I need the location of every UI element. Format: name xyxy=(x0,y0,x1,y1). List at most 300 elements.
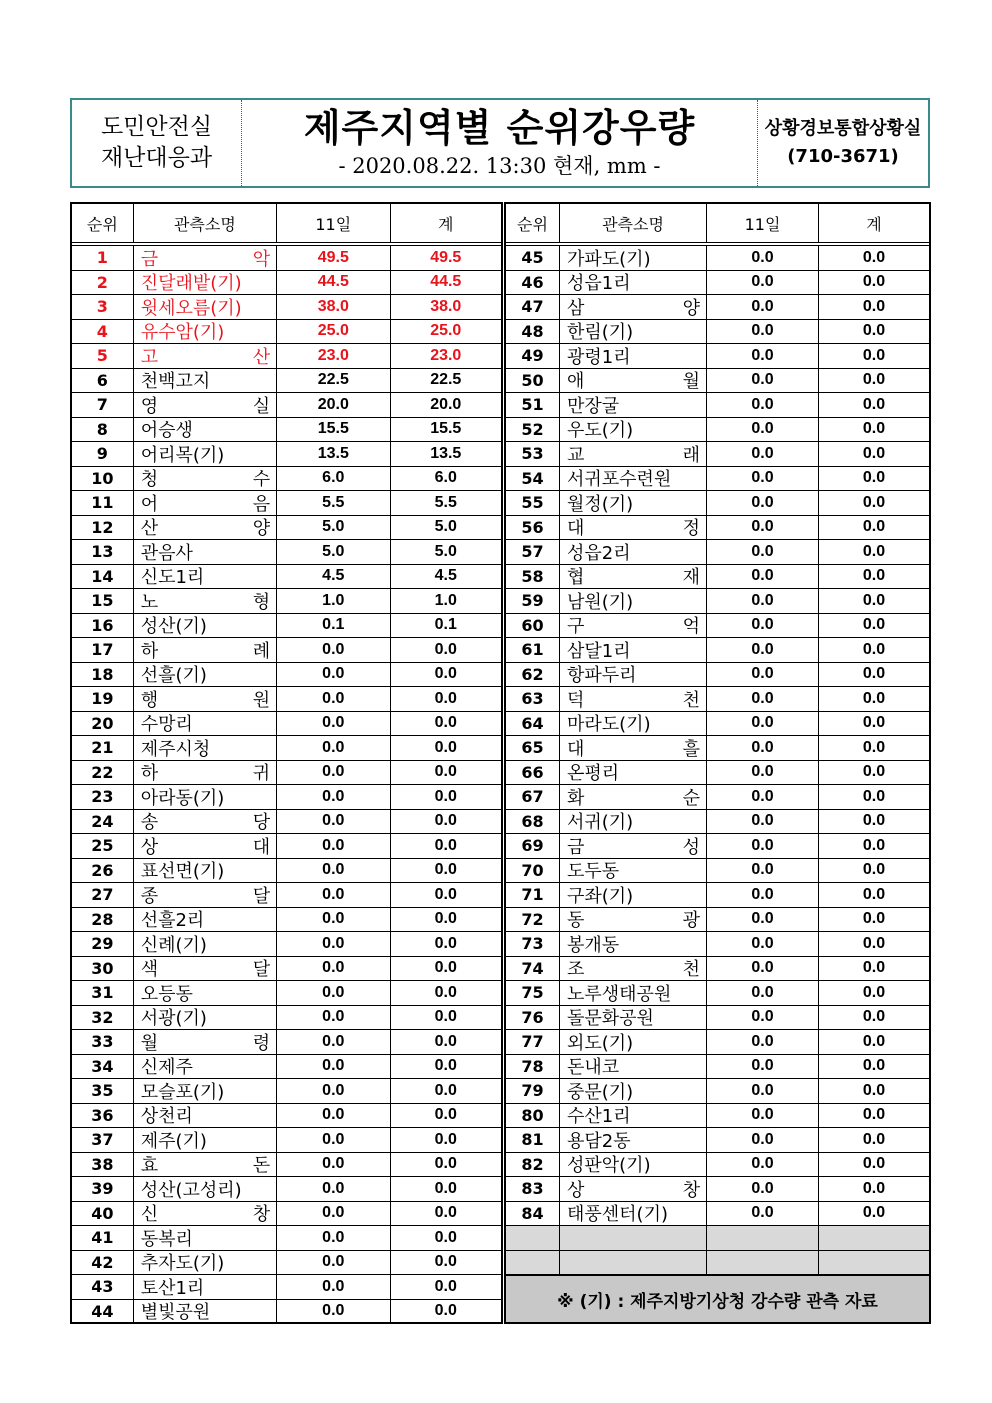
station-name: 가파도(기) xyxy=(567,248,651,270)
station-name-cell xyxy=(134,614,277,638)
day-rainfall: 0.0 xyxy=(707,1177,819,1201)
column-header-day: 11일 xyxy=(707,204,819,242)
table-row xyxy=(72,271,501,296)
day-rainfall: 0.0 xyxy=(707,932,819,956)
total-rainfall: 0.0 xyxy=(434,1228,457,1246)
report-header xyxy=(70,98,930,188)
station-name: 대 흘 xyxy=(567,738,700,760)
day-rainfall: 49.5 xyxy=(277,246,390,270)
day-rainfall: 0.0 xyxy=(707,1153,819,1177)
rank: 55 xyxy=(506,491,560,515)
table-row xyxy=(506,540,929,565)
station-name: 수산1리 xyxy=(567,1106,631,1128)
day-rainfall: 0.0 xyxy=(277,638,390,662)
empty-cell xyxy=(819,1251,929,1275)
station-name: 삼달1리 xyxy=(567,640,631,662)
rank: 50 xyxy=(506,369,560,393)
station-name: 추자도(기) xyxy=(140,1253,225,1275)
station-name: 협 재 xyxy=(567,567,700,589)
day-rainfall: 0.0 xyxy=(707,467,819,491)
station-name-cell xyxy=(134,785,277,809)
rank: 16 xyxy=(72,614,134,638)
station-name: 제주(기) xyxy=(140,1130,207,1152)
day-rainfall: 0.0 xyxy=(707,859,819,883)
table-row xyxy=(72,834,501,859)
station-name-cell xyxy=(560,908,707,932)
station-name: 서귀(기) xyxy=(567,812,634,834)
table-row xyxy=(72,516,501,541)
total-rainfall: 0.0 xyxy=(434,714,457,732)
station-name-cell xyxy=(560,614,707,638)
total-rainfall: 0.0 xyxy=(862,371,886,389)
station-name: 애 월 xyxy=(567,371,700,393)
total-rainfall: 0.0 xyxy=(862,346,886,364)
rank: 29 xyxy=(72,932,134,956)
rank: 11 xyxy=(72,491,134,515)
station-name-cell xyxy=(560,1128,707,1152)
table-row xyxy=(72,565,501,590)
station-name: 노 형 xyxy=(140,591,271,613)
day-rainfall: 0.0 xyxy=(707,246,819,270)
rank: 5 xyxy=(72,344,134,368)
station-name: 상 창 xyxy=(567,1179,700,1201)
day-rainfall: 20.0 xyxy=(277,393,390,417)
rainfall-table-left xyxy=(70,202,503,1324)
total-rainfall: 0.0 xyxy=(434,1106,457,1124)
station-name: 송 당 xyxy=(140,812,271,834)
station-name: 행 원 xyxy=(140,689,271,711)
table-row xyxy=(72,393,501,418)
rank: 68 xyxy=(506,810,560,834)
station-name: 제주시청 xyxy=(140,738,211,760)
rank: 37 xyxy=(72,1128,134,1152)
total-rainfall: 0.0 xyxy=(862,885,886,903)
day-rainfall: 0.1 xyxy=(277,614,390,638)
station-name-cell xyxy=(560,467,707,491)
day-rainfall: 0.0 xyxy=(707,344,819,368)
empty-cell xyxy=(506,1251,560,1275)
station-name-cell xyxy=(560,810,707,834)
total-rainfall: 0.0 xyxy=(862,1155,886,1173)
station-name: 신제주 xyxy=(140,1057,193,1079)
station-name-cell xyxy=(134,810,277,834)
rank: 23 xyxy=(72,785,134,809)
station-name: 구좌(기) xyxy=(567,885,634,907)
station-name-cell xyxy=(560,491,707,515)
day-rainfall: 0.0 xyxy=(277,957,390,981)
station-name: 성읍1리 xyxy=(567,273,631,295)
station-name-cell xyxy=(560,1202,707,1226)
station-name-cell xyxy=(134,271,277,295)
day-rainfall: 0.0 xyxy=(707,1104,819,1128)
rank: 65 xyxy=(506,736,560,760)
rank: 27 xyxy=(72,883,134,907)
day-rainfall: 0.0 xyxy=(707,589,819,613)
station-name: 모슬포(기) xyxy=(140,1081,225,1103)
rank: 42 xyxy=(72,1251,134,1275)
station-name-cell xyxy=(134,1251,277,1275)
rank: 54 xyxy=(506,467,560,491)
station-name: 월 령 xyxy=(140,1032,271,1054)
table-row xyxy=(72,589,501,614)
station-name-cell xyxy=(560,516,707,540)
station-name-cell xyxy=(134,442,277,466)
station-name-cell xyxy=(560,834,707,858)
day-rainfall: 0.0 xyxy=(277,1030,390,1054)
day-rainfall: 5.0 xyxy=(277,516,390,540)
total-rainfall: 0.0 xyxy=(862,959,886,977)
rank: 82 xyxy=(506,1153,560,1177)
table-row xyxy=(72,1202,501,1227)
rank: 81 xyxy=(506,1128,560,1152)
day-rainfall: 0.0 xyxy=(707,957,819,981)
station-name: 상 대 xyxy=(140,836,271,858)
station-name-cell xyxy=(134,1006,277,1030)
rank: 30 xyxy=(72,957,134,981)
station-name-cell xyxy=(134,957,277,981)
table-row xyxy=(506,418,929,443)
rank: 80 xyxy=(506,1104,560,1128)
station-name: 아라동(기) xyxy=(140,787,225,809)
table-row xyxy=(506,957,929,982)
table-row xyxy=(506,687,929,712)
day-rainfall: 0.0 xyxy=(277,1177,390,1201)
station-name-cell xyxy=(134,981,277,1005)
day-rainfall: 0.0 xyxy=(707,418,819,442)
day-rainfall: 0.0 xyxy=(277,736,390,760)
station-name-cell xyxy=(560,295,707,319)
station-name: 교 래 xyxy=(567,444,700,466)
station-name: 수망리 xyxy=(140,714,193,736)
day-rainfall: 0.0 xyxy=(707,761,819,785)
day-rainfall: 0.0 xyxy=(707,442,819,466)
station-name-cell xyxy=(134,883,277,907)
station-name-cell xyxy=(560,540,707,564)
station-name: 토산1리 xyxy=(140,1277,205,1299)
day-rainfall: 0.0 xyxy=(707,785,819,809)
rank: 69 xyxy=(506,834,560,858)
empty-cell xyxy=(506,1226,560,1250)
total-rainfall: 0.0 xyxy=(434,812,457,830)
total-rainfall: 0.0 xyxy=(862,273,886,291)
station-name: 선흘2리 xyxy=(140,910,205,932)
table-row xyxy=(506,271,929,296)
station-name: 고 산 xyxy=(140,346,271,368)
total-rainfall: 4.5 xyxy=(434,567,457,585)
station-name: 금 성 xyxy=(567,836,700,858)
station-name-cell xyxy=(134,712,277,736)
table-row xyxy=(72,761,501,786)
table-row xyxy=(72,785,501,810)
table-row xyxy=(506,467,929,492)
table-row xyxy=(72,932,501,957)
rank: 56 xyxy=(506,516,560,540)
station-name-cell xyxy=(560,246,707,270)
station-name: 성산(고성리) xyxy=(140,1179,242,1201)
total-rainfall: 0.0 xyxy=(862,248,886,266)
station-name-cell xyxy=(560,1055,707,1079)
table-row xyxy=(72,638,501,663)
day-rainfall: 0.0 xyxy=(277,1202,390,1226)
day-rainfall: 0.0 xyxy=(707,663,819,687)
total-rainfall: 0.0 xyxy=(862,1179,886,1197)
rank: 35 xyxy=(72,1079,134,1103)
rank: 77 xyxy=(506,1030,560,1054)
station-name-cell xyxy=(560,859,707,883)
total-rainfall: 5.0 xyxy=(434,542,457,560)
table-row xyxy=(506,1055,929,1080)
table-row xyxy=(506,320,929,345)
day-rainfall: 0.0 xyxy=(277,932,390,956)
table-row xyxy=(506,589,929,614)
day-rainfall: 0.0 xyxy=(707,369,819,393)
table-row xyxy=(506,1177,929,1202)
station-name: 표선면(기) xyxy=(140,861,225,883)
table-row xyxy=(506,246,929,271)
day-rainfall: 0.0 xyxy=(707,908,819,932)
station-name-cell xyxy=(134,638,277,662)
table-row xyxy=(72,712,501,737)
station-name: 중문(기) xyxy=(567,1081,634,1103)
total-rainfall: 0.0 xyxy=(862,861,886,879)
column-header-total: 계 xyxy=(438,214,454,234)
day-rainfall: 0.0 xyxy=(277,834,390,858)
day-rainfall: 22.5 xyxy=(277,369,390,393)
day-rainfall: 0.0 xyxy=(277,810,390,834)
table-row xyxy=(506,883,929,908)
rank: 59 xyxy=(506,589,560,613)
table-row xyxy=(72,418,501,443)
day-rainfall: 0.0 xyxy=(277,883,390,907)
table-row xyxy=(506,565,929,590)
station-name-cell xyxy=(560,883,707,907)
rank: 4 xyxy=(72,320,134,344)
station-name-cell xyxy=(134,418,277,442)
station-name-cell xyxy=(560,1079,707,1103)
rank: 46 xyxy=(506,271,560,295)
total-rainfall: 0.0 xyxy=(862,1057,886,1075)
rank: 44 xyxy=(72,1300,134,1324)
rank: 48 xyxy=(506,320,560,344)
rank: 22 xyxy=(72,761,134,785)
table-row xyxy=(72,295,501,320)
rank: 18 xyxy=(72,663,134,687)
total-rainfall: 5.0 xyxy=(434,518,457,536)
total-rainfall: 0.0 xyxy=(862,1032,886,1050)
station-name-cell xyxy=(560,1030,707,1054)
station-name: 천백고지 xyxy=(140,371,211,393)
station-name: 동복리 xyxy=(140,1228,193,1250)
station-name-cell xyxy=(560,1153,707,1177)
station-name-cell xyxy=(560,271,707,295)
total-rainfall: 49.5 xyxy=(430,248,462,266)
station-name: 용담2동 xyxy=(567,1130,631,1152)
table-row xyxy=(72,908,501,933)
table-row xyxy=(506,932,929,957)
rank: 1 xyxy=(72,246,134,270)
day-rainfall: 0.0 xyxy=(707,1006,819,1030)
day-rainfall: 0.0 xyxy=(277,908,390,932)
station-name: 화 순 xyxy=(567,787,700,809)
rank: 70 xyxy=(506,859,560,883)
rank: 52 xyxy=(506,418,560,442)
station-name: 태풍센터(기) xyxy=(567,1204,668,1226)
day-rainfall: 0.0 xyxy=(707,687,819,711)
station-name-cell xyxy=(560,1177,707,1201)
table-row xyxy=(72,442,501,467)
table-row xyxy=(506,834,929,859)
station-name-cell xyxy=(134,736,277,760)
station-name: 효 돈 xyxy=(140,1155,271,1177)
table-row xyxy=(72,1104,501,1129)
rank: 71 xyxy=(506,883,560,907)
station-name-cell xyxy=(560,687,707,711)
table-row xyxy=(72,614,501,639)
station-name: 온평리 xyxy=(567,763,620,785)
total-rainfall: 0.0 xyxy=(434,983,457,1001)
table-row xyxy=(506,516,929,541)
table-row xyxy=(72,1030,501,1055)
total-rainfall: 0.0 xyxy=(434,1155,457,1173)
rank: 53 xyxy=(506,442,560,466)
empty-cell xyxy=(707,1251,819,1275)
station-name-cell xyxy=(560,761,707,785)
day-rainfall: 0.0 xyxy=(277,785,390,809)
table-row xyxy=(72,1226,501,1251)
day-rainfall: 0.0 xyxy=(277,712,390,736)
station-name: 우도(기) xyxy=(567,420,634,442)
station-name-cell xyxy=(134,1079,277,1103)
rank: 3 xyxy=(72,295,134,319)
table-row xyxy=(72,1079,501,1104)
total-rainfall: 0.0 xyxy=(434,1081,457,1099)
station-name: 항파두리 xyxy=(567,665,637,687)
table-row xyxy=(506,981,929,1006)
station-name: 광령1리 xyxy=(567,346,631,368)
day-rainfall: 0.0 xyxy=(277,859,390,883)
rank: 75 xyxy=(506,981,560,1005)
station-name: 신 창 xyxy=(140,1204,271,1226)
total-rainfall: 0.0 xyxy=(862,469,886,487)
rank: 2 xyxy=(72,271,134,295)
station-name: 성판악(기) xyxy=(567,1155,651,1177)
table-row xyxy=(506,491,929,516)
rank: 34 xyxy=(72,1055,134,1079)
column-header-station: 관측소명 xyxy=(560,204,707,242)
rank: 14 xyxy=(72,565,134,589)
table-row xyxy=(506,1128,929,1153)
station-name: 외도(기) xyxy=(567,1032,634,1054)
table-header-row xyxy=(72,204,501,246)
station-name: 조 천 xyxy=(567,959,700,981)
total-rainfall: 44.5 xyxy=(430,273,462,291)
day-rainfall: 0.0 xyxy=(277,1226,390,1250)
station-name: 상천리 xyxy=(140,1106,193,1128)
rank: 74 xyxy=(506,957,560,981)
day-rainfall: 13.5 xyxy=(277,442,390,466)
station-name-cell xyxy=(560,442,707,466)
table-row xyxy=(506,442,929,467)
station-name: 서귀포수련원 xyxy=(567,469,672,491)
station-name-cell xyxy=(134,1300,277,1324)
table-row xyxy=(72,1153,501,1178)
day-rainfall: 25.0 xyxy=(277,320,390,344)
total-rainfall: 0.0 xyxy=(434,885,457,903)
station-name-cell xyxy=(134,1153,277,1177)
station-name-cell xyxy=(134,1202,277,1226)
station-name: 영 실 xyxy=(140,395,271,417)
column-header-station: 관측소명 xyxy=(134,204,277,242)
rank: 13 xyxy=(72,540,134,564)
day-rainfall: 15.5 xyxy=(277,418,390,442)
day-rainfall: 0.0 xyxy=(277,761,390,785)
total-rainfall: 25.0 xyxy=(430,322,462,340)
station-name: 산 양 xyxy=(140,518,271,540)
station-name: 덕 천 xyxy=(567,689,700,711)
rank: 51 xyxy=(506,393,560,417)
station-name: 월정(기) xyxy=(567,493,634,515)
rank: 9 xyxy=(72,442,134,466)
total-rainfall: 0.0 xyxy=(434,689,457,707)
day-rainfall: 0.0 xyxy=(707,614,819,638)
total-rainfall: 0.0 xyxy=(434,1057,457,1075)
table-row xyxy=(72,1055,501,1080)
total-rainfall: 0.0 xyxy=(862,665,886,683)
table-row xyxy=(72,810,501,835)
page-subtitle: - 2020.08.22. 13:30 현재, mm - xyxy=(338,154,661,178)
total-rainfall: 0.0 xyxy=(862,983,886,1001)
station-name-cell xyxy=(134,369,277,393)
total-rainfall: 0.0 xyxy=(434,836,457,854)
total-rainfall: 0.0 xyxy=(434,861,457,879)
station-name-cell xyxy=(560,712,707,736)
rainfall-table-right xyxy=(504,202,931,1324)
total-rainfall: 0.0 xyxy=(862,297,886,315)
rank: 78 xyxy=(506,1055,560,1079)
rank: 32 xyxy=(72,1006,134,1030)
table-row xyxy=(72,859,501,884)
station-name: 성산(기) xyxy=(140,616,207,638)
total-rainfall: 0.0 xyxy=(434,1130,457,1148)
rank: 12 xyxy=(72,516,134,540)
day-rainfall: 0.0 xyxy=(707,540,819,564)
station-name: 동 광 xyxy=(567,910,700,932)
station-name-cell xyxy=(560,785,707,809)
total-rainfall: 0.0 xyxy=(862,1081,886,1099)
table-row xyxy=(506,859,929,884)
table-row xyxy=(72,736,501,761)
station-name: 어 음 xyxy=(140,493,271,515)
station-name: 하 귀 xyxy=(140,763,271,785)
table-header-row xyxy=(506,204,929,246)
day-rainfall: 0.0 xyxy=(277,981,390,1005)
department-box xyxy=(72,100,242,186)
day-rainfall: 0.0 xyxy=(707,981,819,1005)
day-rainfall: 0.0 xyxy=(707,1055,819,1079)
station-name: 돌문화공원 xyxy=(567,1008,654,1030)
page-title: 제주지역별 순위강우량 xyxy=(303,106,696,150)
total-rainfall: 0.0 xyxy=(862,420,886,438)
rank: 8 xyxy=(72,418,134,442)
table-row xyxy=(506,1104,929,1129)
day-rainfall: 0.0 xyxy=(707,736,819,760)
total-rainfall: 0.0 xyxy=(862,493,886,511)
station-name-cell xyxy=(560,957,707,981)
station-name-cell xyxy=(134,589,277,613)
rank: 72 xyxy=(506,908,560,932)
day-rainfall: 0.0 xyxy=(277,1079,390,1103)
rank: 47 xyxy=(506,295,560,319)
